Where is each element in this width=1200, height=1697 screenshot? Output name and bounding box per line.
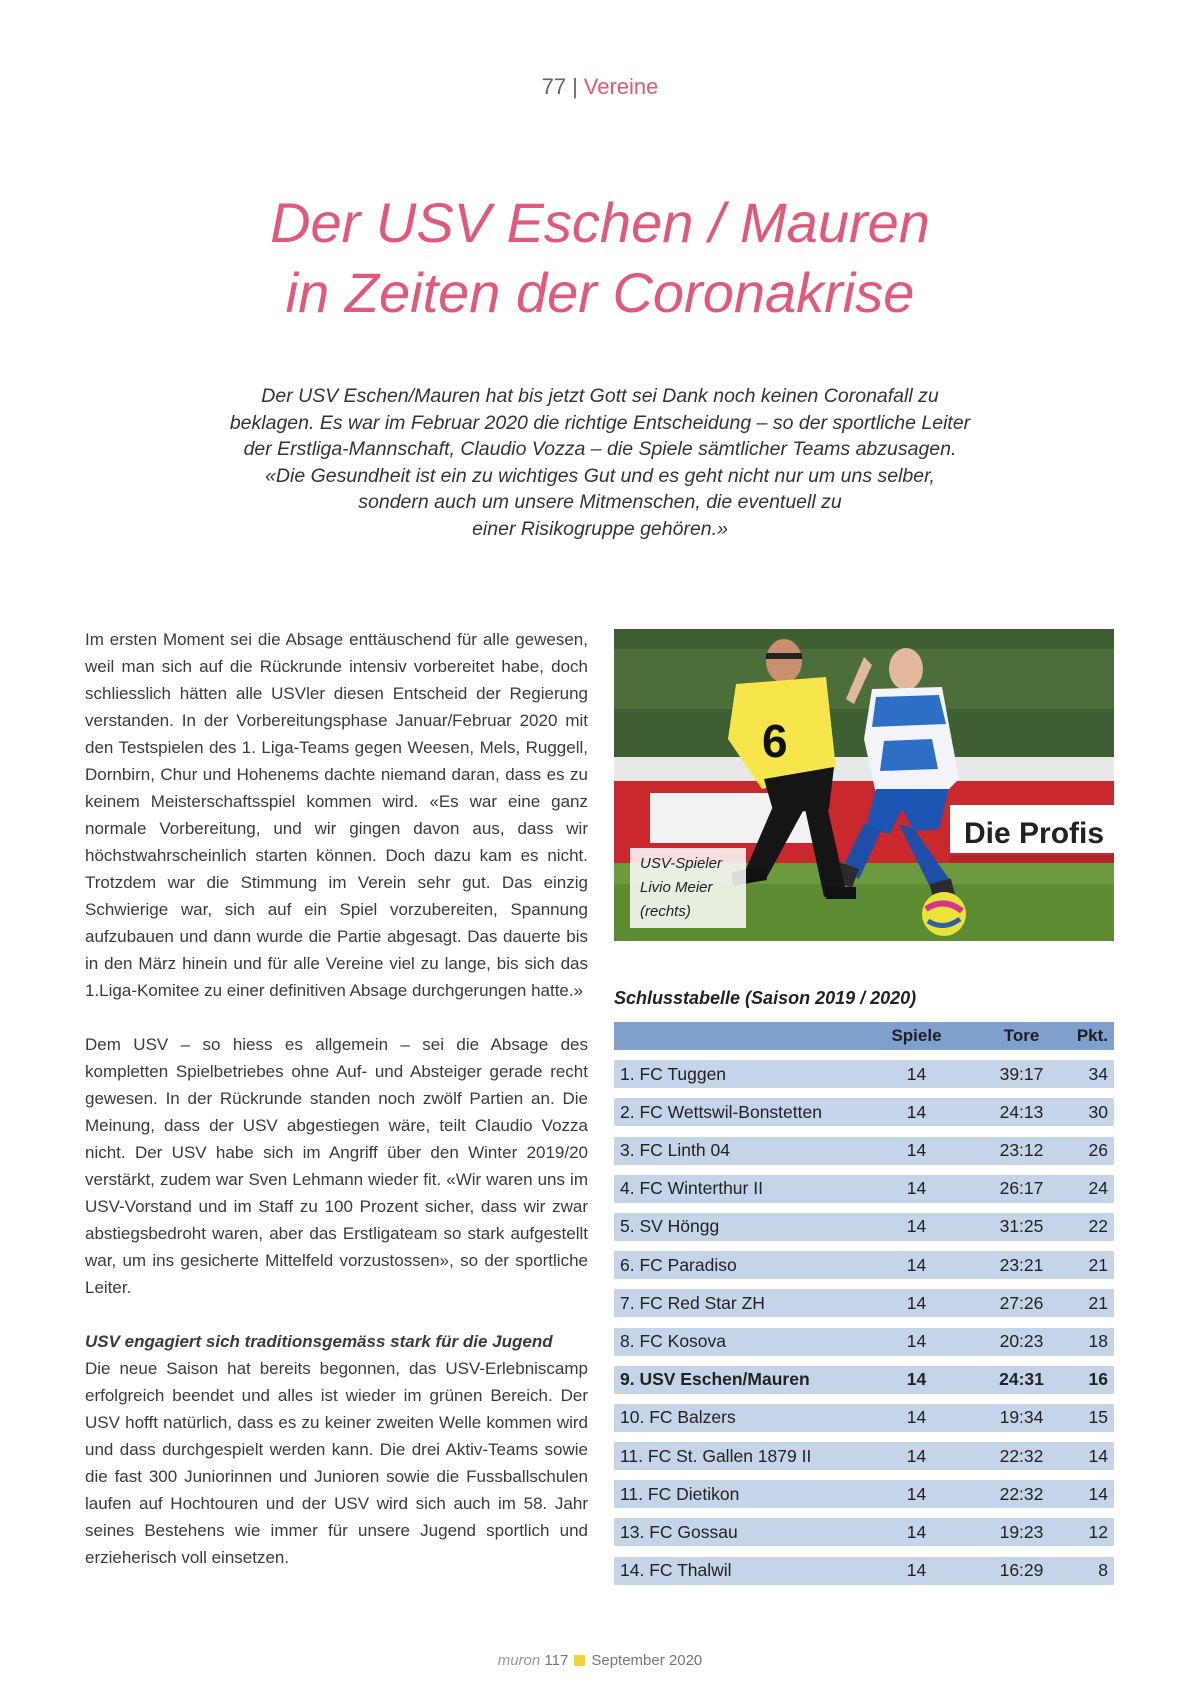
table-row [614,1480,1114,1508]
issue-date: September 2020 [591,1652,703,1669]
points: 21 [1088,1292,1108,1313]
games-played: 14 [906,1254,927,1275]
banner-text: Die Profis [964,817,1105,850]
goals: 23:21 [999,1254,1044,1275]
team-name: 11. FC Dietikon [620,1483,740,1504]
points: 8 [1098,1560,1108,1581]
page-footer [0,1652,1200,1669]
points: 14 [1088,1445,1108,1466]
article-title [0,188,1200,328]
lead-line: beklagen. Es war im Februar 2020 die richtige Entscheidung – so der sportliche Leiter [229,411,971,434]
header-goals: Tore [1003,1026,1040,1045]
team-name: 10. FC Balzers [620,1407,736,1428]
goals: 19:23 [999,1521,1044,1542]
body-subheading: USV engagiert sich traditionsgemäss stark für die Jugend [85,1332,553,1351]
standings-table [614,1022,1114,1585]
team-name: 13. FC Gossau [620,1521,738,1542]
team-name: 2. FC Wettswil-Bonstetten [620,1101,822,1122]
caption-line-2: Livio Meier [640,879,713,896]
body-paragraph-1: Im ersten Moment sei die Absage enttäuschend für alle gewesen, weil man sich auf die Rückrunde intensiv vorbereitet habe, doch schliesslich hätten alle USVler diesen Entscheid der Regierung verstanden. In der Vorbereitungsphase Januar/Februar 2020 mit den Testspielen des 1. Liga-Teams gegen Weesen, Mels, Ruggell, Dornbirn, Chur und Hohenems dachte niemand daran, dass es zu keinem Meisterschaftsspiel kommen wird. «Es war eine ganz normale Vorbereitung, und wir gingen davon aus, dass wir höchstwahrscheinlich starten können. Doch dazu kam es nicht. Trotzdem war die Stimmung im Verein sehr gut. Das einzig Schwierige war, sich auf ein Spiel vorzubereiten, Spannung aufzubauen und dann wurde die Partie abgesagt. Das dauerte bis in den März hinein und für alle Vereine viel zu lange, bis sich das 1.Liga-Komitee zu einer definitiven Absage durchgerungen hatte.» [85,630,588,1000]
games-played: 14 [906,1369,927,1390]
table-row [614,1557,1114,1585]
table-row [614,1404,1114,1432]
points: 22 [1088,1216,1108,1237]
games-played: 14 [906,1331,927,1351]
games-played: 14 [906,1445,927,1466]
points: 21 [1088,1254,1108,1275]
caption-line-3: (rechts) [640,903,691,920]
goals: 16:29 [999,1560,1044,1581]
team-name: 1. FC Tuggen [620,1063,727,1084]
magazine-brand: muron [497,1652,541,1669]
points: 30 [1088,1101,1108,1122]
title-line-1: Der USV Eschen / Mauren [270,191,930,254]
table-row [614,1175,1114,1203]
goals: 24:31 [999,1369,1044,1390]
lead-line: einer Risikogruppe gehören.» [472,517,728,540]
table-row [614,1213,1114,1241]
games-played: 14 [906,1216,927,1237]
points: 26 [1088,1140,1108,1161]
goals: 22:32 [999,1445,1044,1466]
points: 16 [1088,1369,1108,1390]
team-name: 11. FC St. Gallen 1879 II [620,1445,812,1466]
issue-number: 117 [544,1652,569,1669]
lead-line: sondern auch um unsere Mitmenschen, die eventuell zu [358,491,842,513]
body-text-column [85,626,588,1598]
goals: 23:12 [999,1140,1044,1161]
yellow-square-icon [574,1655,585,1666]
table-row [614,1442,1114,1470]
goals: 39:17 [999,1063,1044,1084]
points: 14 [1088,1483,1108,1504]
photo-caption [630,848,746,928]
team-name: 5. SV Höngg [620,1216,720,1237]
header-points: Pkt. [1076,1026,1108,1045]
games-played: 14 [906,1063,927,1084]
games-played: 14 [906,1140,927,1161]
lead-line: Der USV Eschen/Mauren hat bis jetzt Gott sei Dank noch keinen Coronafall zu [261,385,939,407]
games-played: 14 [906,1292,927,1313]
games-played: 14 [906,1483,927,1504]
page-header [0,74,1200,100]
header-games: Spiele [891,1026,942,1045]
table-header-row [614,1022,1114,1050]
points: 15 [1088,1407,1108,1428]
title-line-2: in Zeiten der Coronakrise [285,261,915,324]
team-name: 4. FC Winterthur II [620,1178,763,1199]
team-name: 14. FC Thalwil [620,1560,732,1581]
games-played: 14 [906,1560,927,1581]
table-row [614,1289,1114,1317]
goals: 19:34 [999,1407,1044,1428]
table-row-highlighted [614,1366,1114,1394]
points: 18 [1088,1331,1108,1351]
table-row [614,1251,1114,1279]
team-name: 8. FC Kosova [620,1331,727,1351]
points: 24 [1088,1178,1108,1199]
goals: 22:32 [999,1483,1044,1504]
team-name: 9. USV Eschen/Mauren [620,1369,810,1390]
table-title: Schlusstabelle (Saison 2019 / 2020) [614,988,917,1008]
team-name: 3. FC Linth 04 [620,1140,730,1161]
page-number: 77 [541,74,567,99]
lead-line: der Erstliga-Mannschaft, Claudio Vozza – die Spiele sämtlicher Teams abzusagen. [243,438,957,460]
table-row [614,1060,1114,1088]
header-separator: | [572,74,578,99]
lead-line: «Die Gesundheit ist ein zu wichtiges Gut und es geht nicht nur um uns selber, [265,464,935,487]
goals: 27:26 [999,1292,1044,1313]
lead-paragraph [160,383,1040,542]
points: 12 [1088,1521,1108,1542]
goals: 24:13 [999,1101,1044,1122]
games-played: 14 [906,1101,927,1122]
team-name: 6. FC Paradiso [620,1254,737,1275]
body-paragraph-2: Dem USV – so hiess es allgemein – sei die Absage des kompletten Spielbetriebes ohne Auf- und Absteiger gerade recht gewesen. In der Rückrunde standen noch zwölf Partien an. Die Meinung, dass der USV abgestiegen wäre, teilt Claudio Vozza nicht. Der USV habe sich im Angriff über den Winter 2019/20 verstärkt, zudem war Sven Lehmann wieder fit. «Wir waren uns im USV-Vorstand und im Staff zu 100 Prozent sicher, dass wir zwar abstiegsbedroht waren, aber das Erstligateam so stark aufgestellt war, um ins gesicherte Mittelfeld vorzustossen», so der sportliche Leiter. [85,1035,588,1297]
goals: 20:23 [999,1331,1044,1351]
caption-line-1: USV-Spieler [640,855,722,872]
table-row [614,1098,1114,1126]
section-name: Vereine [583,74,659,99]
games-played: 14 [906,1178,927,1199]
games-played: 14 [906,1521,927,1542]
team-name: 7. FC Red Star ZH [620,1292,765,1313]
jersey-number: 6 [762,715,788,767]
goals: 31:25 [999,1216,1044,1237]
table-row [614,1328,1114,1356]
table-row [614,1137,1114,1165]
games-played: 14 [906,1407,927,1428]
goals: 26:17 [999,1178,1044,1199]
body-paragraph-3: Die neue Saison hat bereits begonnen, das USV-Erlebniscamp erfolgreich beendet und alles ist wieder im grünen Bereich. Der USV hofft natürlich, dass es zu keiner zweiten Welle kommen wird und dass durchgespielt werden kann. Die drei Aktiv-Teams sowie die fast 300 Juniorinnen und Junioren sowie die Fussballschulen laufen auf Hochtouren und der USV wird sich auch im 58. Jahr seines Bestehens wie immer für unsere Jugend sportlich und erzieherisch voll einsetzen. [85,1359,588,1567]
points: 34 [1088,1063,1108,1084]
match-photo [614,629,1114,941]
table-row [614,1518,1114,1546]
